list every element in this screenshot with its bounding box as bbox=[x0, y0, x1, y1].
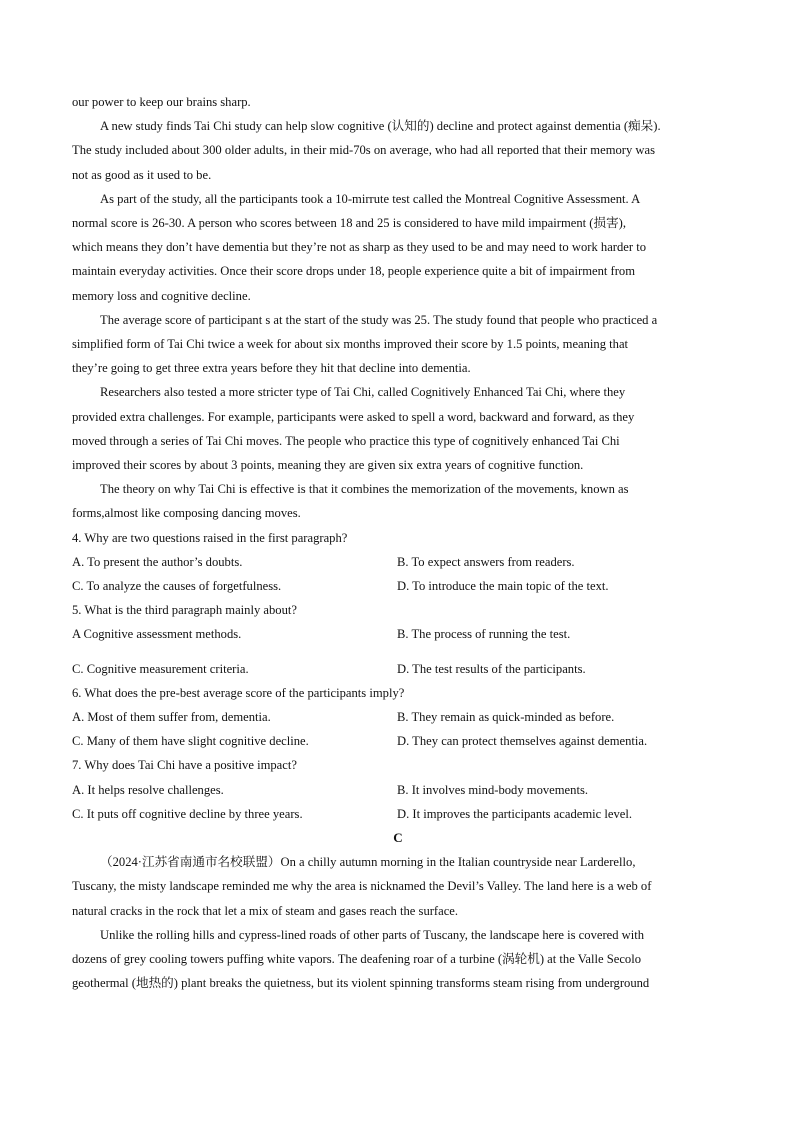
passage-line: Unlike the rolling hills and cypress-lined roads of other parts of Tuscany, the landscape here is covered with bbox=[100, 927, 645, 942]
option-d[interactable]: D. To introduce the main topic of the text. bbox=[397, 579, 609, 594]
passage-line: provided extra challenges. For example, participants were asked to spell a word, backward and forward, as they bbox=[72, 409, 635, 424]
passage-line: The study included about 300 older adults, in their mid-70s on average, who had all reported that their memory was bbox=[72, 143, 656, 158]
passage-line: The average score of participant s at the start of the study was 25. The study found that people who practiced a bbox=[100, 312, 658, 327]
option-row bbox=[72, 802, 724, 826]
passage-line: The theory on why Tai Chi is effective is that it combines the memorization of the movements, known as bbox=[100, 482, 629, 497]
option-b[interactable]: B. They remain as quick-minded as before. bbox=[397, 710, 615, 725]
option-row bbox=[72, 574, 724, 598]
option-c[interactable]: C. To analyze the causes of forgetfulness. bbox=[72, 579, 282, 594]
option-c[interactable]: C. Many of them have slight cognitive decline. bbox=[72, 734, 309, 749]
passage-line: Tuscany, the misty landscape reminded me why the area is nicknamed the Devil’s Valley. The land here is a web of bbox=[72, 879, 652, 894]
option-row bbox=[72, 705, 724, 729]
passage-line: natural cracks in the rock that let a mix of steam and gases reach the surface. bbox=[72, 903, 459, 918]
passage-line: not as good as it used to be. bbox=[72, 167, 212, 182]
question-6 bbox=[72, 681, 724, 754]
option-row bbox=[72, 657, 724, 681]
option-row bbox=[72, 778, 724, 802]
question-5 bbox=[72, 598, 724, 681]
spacer bbox=[72, 647, 724, 657]
passage-line: A new study finds Tai Chi study can help slow cognitive (认知的) decline and protect against dementia (痴呆). bbox=[100, 119, 661, 134]
option-a[interactable]: A. To present the author’s doubts. bbox=[72, 554, 243, 569]
option-b[interactable]: B. It involves mind-body movements. bbox=[397, 782, 588, 797]
passage-line: forms,almost like composing dancing moves. bbox=[72, 506, 301, 521]
passage-line: maintain everyday activities. Once their score drops under 18, people experience quite a bit of impairment from bbox=[72, 264, 636, 279]
passage-line: As part of the study, all the participants took a 10-mirrute test called the Montreal Cognitive Assessment. A bbox=[100, 191, 641, 206]
passage-line: memory loss and cognitive decline. bbox=[72, 288, 251, 303]
section-heading: C bbox=[393, 829, 403, 845]
option-c[interactable]: C. It puts off cognitive decline by three years. bbox=[72, 806, 303, 821]
passage-line: moved through a series of Tai Chi moves. The people who practice this type of cognitively enhanced Tai Chi bbox=[72, 433, 620, 448]
passage-line: （2024·江苏省南通市名校联盟）On a chilly autumn morning in the Italian countryside near Larderello, bbox=[100, 855, 636, 870]
passage-line: dozens of grey cooling towers puffing white vapors. The deafening roar of a turbine (涡轮机) at the Valle Secolo bbox=[72, 951, 642, 966]
option-row bbox=[72, 550, 724, 574]
option-row bbox=[72, 729, 724, 753]
question-4 bbox=[72, 526, 724, 599]
option-b[interactable]: B. To expect answers from readers. bbox=[397, 554, 575, 569]
question-stem: 5. What is the third paragraph mainly about? bbox=[72, 603, 297, 618]
passage-line: our power to keep our brains sharp. bbox=[72, 95, 251, 109]
option-a[interactable]: A. Most of them suffer from, dementia. bbox=[72, 710, 271, 725]
question-stem: 4. Why are two questions raised in the first paragraph? bbox=[72, 530, 348, 545]
option-d[interactable]: D. It improves the participants academic level. bbox=[397, 806, 632, 821]
option-c[interactable]: C. Cognitive measurement criteria. bbox=[72, 661, 249, 676]
passage-line: improved their scores by about 3 points, meaning they are given six extra years of cognitive function. bbox=[72, 458, 584, 473]
passage-line: which means they don’t have dementia but they’re not as sharp as they used to be and may need to work harder to bbox=[72, 240, 647, 255]
passage-b bbox=[72, 90, 724, 526]
exam-page bbox=[72, 90, 724, 995]
option-b[interactable]: B. The process of running the test. bbox=[397, 627, 571, 642]
passage-line: geothermal (地热的) plant breaks the quietness, but its violent spinning transforms steam rising from underground bbox=[72, 976, 650, 991]
passage-line: simplified form of Tai Chi twice a week for about six months improved their score by 1.5 points, meaning that bbox=[72, 337, 629, 352]
passage-line: they’re going to get three extra years before they hit that decline into dementia. bbox=[72, 361, 471, 376]
question-stem: 6. What does the pre-best average score of the participants imply? bbox=[72, 685, 405, 700]
option-a[interactable]: A. It helps resolve challenges. bbox=[72, 782, 224, 797]
passage-line: normal score is 26-30. A person who scores between 18 and 25 is considered to have mild impairment (损害), bbox=[72, 216, 627, 231]
option-d[interactable]: D. The test results of the participants. bbox=[397, 661, 586, 676]
passage-line: Researchers also tested a more stricter type of Tai Chi, called Cognitively Enhanced Tai Chi, where they bbox=[100, 385, 626, 400]
question-stem: 7. Why does Tai Chi have a positive impact? bbox=[72, 758, 297, 773]
option-row bbox=[72, 622, 724, 646]
option-d[interactable]: D. They can protect themselves against dementia. bbox=[397, 734, 648, 749]
question-7 bbox=[72, 753, 724, 826]
passage-c bbox=[72, 850, 724, 995]
option-a[interactable]: A Cognitive assessment methods. bbox=[72, 627, 242, 642]
